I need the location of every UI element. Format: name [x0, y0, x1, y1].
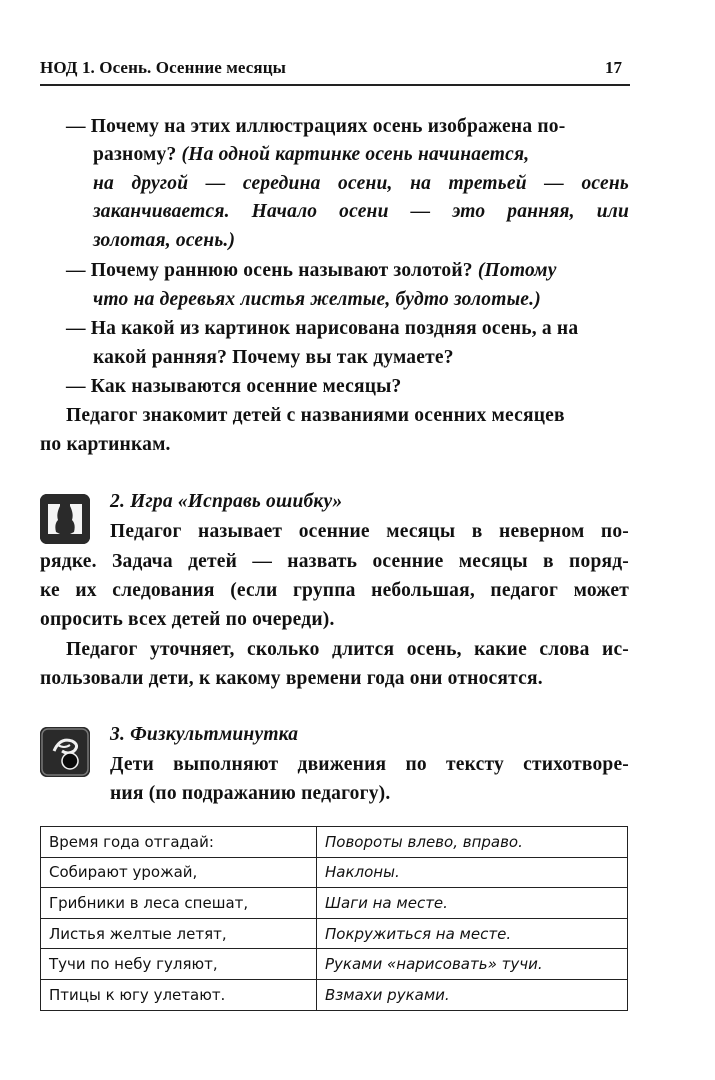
table-cell-movement: Покружиться на месте. — [317, 918, 628, 949]
table-cell-movement: Руками «нарисовать» тучи. — [317, 949, 628, 980]
answer-line: заканчивается. Начало осени — это ранняя, или — [93, 201, 629, 222]
table-cell-verse: Грибники в леса спешат, — [41, 888, 317, 919]
page-number: 17 — [605, 58, 622, 77]
question-4-line-1: — Как называются осенние месяцы? — [66, 376, 402, 397]
question-text: — Почему раннюю осень называют золотой? — [66, 260, 478, 281]
section-2-followup-line: Педагог уточняет, сколько длится осень, какие слова ис- — [66, 639, 629, 660]
table-cell-movement: Шаги на месте. — [317, 888, 628, 919]
exercise-table — [40, 826, 628, 1011]
answer-line: на другой — середина осени, на третьей — осень — [93, 173, 629, 194]
section-3-text-line: ния (по подражанию педагогу). — [110, 783, 391, 804]
table-row — [41, 888, 628, 919]
table-cell-movement: Взмахи руками. — [317, 979, 628, 1010]
physical-exercise-icon — [40, 727, 90, 777]
question-3-line-2: какой ранняя? Почему вы так думаете? — [93, 347, 454, 368]
section-2-text-line: рядке. Задача детей — назвать осенние месяцы в поряд- — [40, 551, 629, 572]
answer-line: золотая, осень.) — [93, 230, 236, 251]
table-cell-verse: Время года отгадай: — [41, 827, 317, 858]
running-head: НОД 1. Осень. Осенние месяцы — [40, 58, 286, 77]
header-rule — [40, 84, 630, 86]
answer-line: что на деревьях листья желтые, будто золотые.) — [93, 289, 541, 310]
table-cell-verse: Тучи по небу гуляют, — [41, 949, 317, 980]
question-text: разному? — [93, 144, 182, 165]
game-mirror-icon — [40, 494, 90, 544]
section-3-title: 3. Физкультминутка — [110, 724, 299, 745]
intro-paragraph-line-1: Педагог знакомит детей с названиями осенних месяцев — [66, 405, 565, 426]
section-2-followup-line: пользовали дети, к какому времени года они относятся. — [40, 668, 543, 689]
question-1-line-2 — [93, 141, 529, 170]
section-2-title: 2. Игра «Исправь ошибку» — [110, 491, 343, 512]
table-row — [41, 979, 628, 1010]
section-2-text-line: Педагог называет осенние месяцы в неверном по- — [110, 521, 629, 542]
table-cell-verse: Собирают урожай, — [41, 857, 317, 888]
section-2-text-line: ке их следования (если группа небольшая, педагог может — [40, 580, 629, 601]
answer-text: (Потому — [477, 260, 557, 281]
table-row — [41, 949, 628, 980]
table-row — [41, 918, 628, 949]
question-2-line-1 — [66, 257, 557, 286]
section-2-text-line: опросить всех детей по очереди). — [40, 609, 335, 630]
question-1-line-1 — [66, 113, 565, 142]
table-cell-verse: Птицы к югу улетают. — [41, 979, 317, 1010]
answer-text: (На одной картинке осень начинается, — [181, 144, 530, 165]
question-3-line-1: — На какой из картинок нарисована поздняя осень, а на — [66, 318, 579, 339]
table-cell-movement: Наклоны. — [317, 857, 628, 888]
intro-paragraph-line-2: по картинкам. — [40, 434, 171, 455]
question-text: — Почему на этих иллюстрациях осень изображена по- — [66, 116, 566, 137]
table-row — [41, 827, 628, 858]
section-3-text-line: Дети выполняют движения по тексту стихотворе- — [110, 754, 629, 775]
table-row — [41, 857, 628, 888]
table-cell-verse: Листья желтые летят, — [41, 918, 317, 949]
table-cell-movement: Повороты влево, вправо. — [317, 827, 628, 858]
